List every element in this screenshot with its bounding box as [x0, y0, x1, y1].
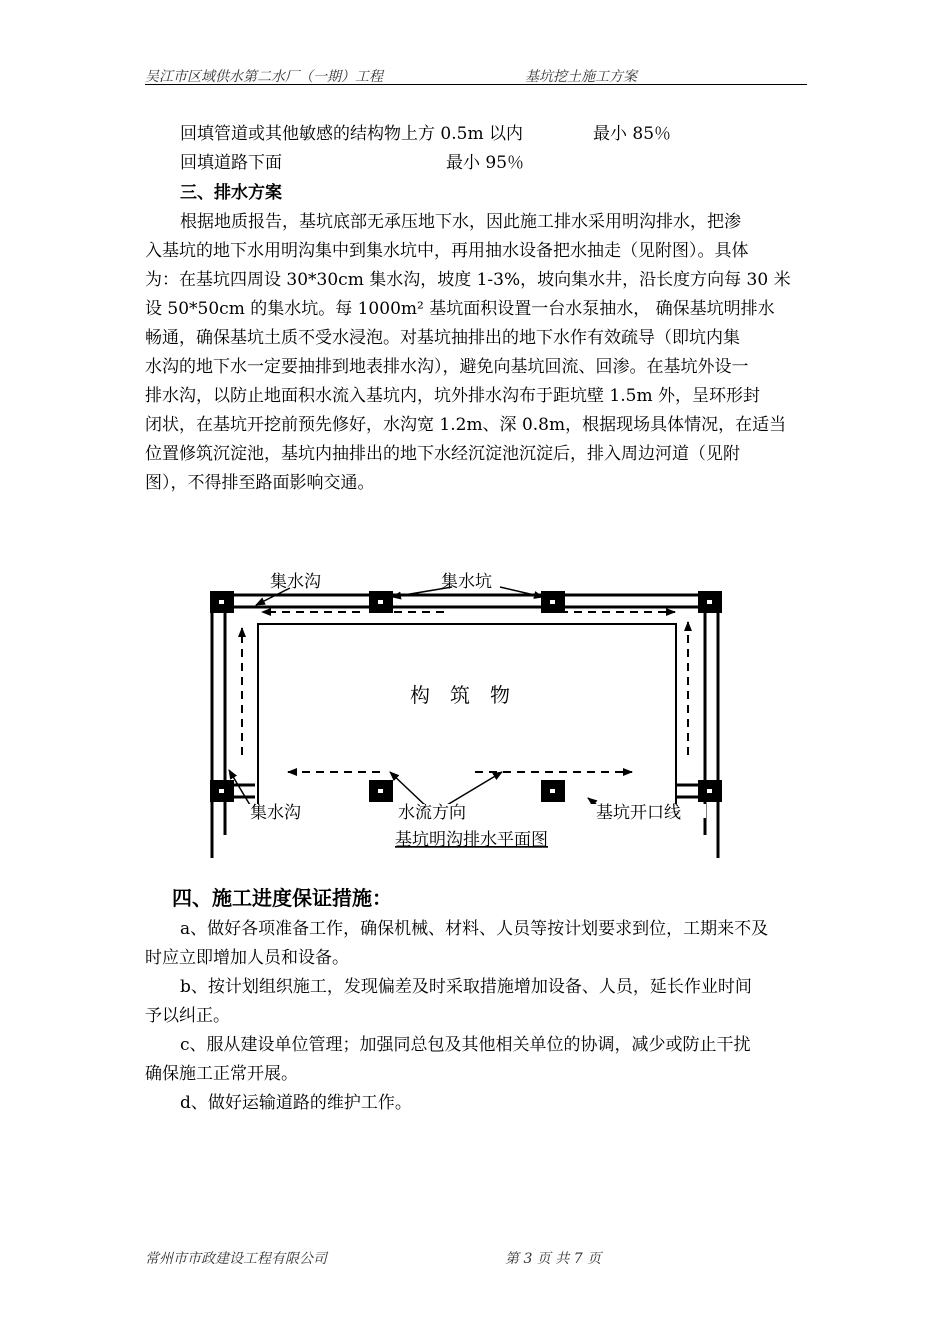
section3-line-7: 排水沟，以防止地面积水流入基坑内，坑外排水沟布于距坑壁 1.5m 外，呈环形封: [145, 386, 760, 406]
label-bottom-ditch: 集水沟: [250, 803, 301, 823]
header-project-title: 吴江市区域供水第二水厂（一期）工程: [145, 69, 383, 85]
section3-line-9: 位置修筑沉淀池，基坑内抽排出的地下水经沉淀池沉淀后，排入周边河道（见附: [145, 444, 740, 464]
section4-line-3: b、按计划组织施工，发现偏差及时采取措施增加设备、人员，延长作业时间: [180, 977, 752, 997]
header-document-title: 基坑挖土施工方案: [525, 69, 637, 85]
footer-page-number: 第 3 页 共 7 页: [505, 1251, 602, 1267]
fill-spec-item-1: 回填管道或其他敏感的结构物上方 0.5m 以内: [180, 124, 523, 144]
fill-spec-item-2: 回填道路下面: [180, 153, 282, 173]
label-sump-pit: 集水坑: [441, 572, 492, 592]
section3-line-1: 根据地质报告，基坑底部无承压地下水，因此施工排水采用明沟排水，把渗: [180, 212, 741, 232]
section3-line-4: 设 50*50cm 的集水坑。每 1000m² 基坑面积设置一台水泵抽水， 确保基坑明排水: [145, 299, 775, 319]
fill-spec-value-2: 最小 95％: [446, 153, 525, 173]
section3-line-3: 为：在基坑四周设 30*30cm 集水沟，坡度 1-3%，坡向集水井，沿长度方向每 30 米: [145, 270, 791, 290]
section3-line-6: 水沟的地下水一定要抽排到地表排水沟），避免向基坑回流、回渗。在基坑外设一: [145, 357, 749, 377]
section4-line-1: a、做好各项准备工作，确保机械、材料、人员等按计划要求到位，工期来不及: [180, 919, 769, 939]
section4-line-7: d、做好运输道路的维护工作。: [180, 1093, 412, 1113]
structure-outline: [258, 624, 676, 814]
section3-title: 三、排水方案: [180, 183, 282, 203]
fill-spec-value-1: 最小 85％: [593, 124, 672, 144]
section4-line-6: 确保施工正常开展。: [145, 1064, 298, 1084]
diagram-caption: 基坑明沟排水平面图: [395, 830, 548, 850]
section3-line-5: 畅通，确保基坑土质不受水浸泡。对基坑抽排出的地下水作有效疏导（即坑内集: [145, 328, 740, 348]
section4-title: 四、施工进度保证措施：: [172, 886, 392, 910]
label-flow-direction: 水流方向: [398, 803, 466, 823]
section4-line-4: 予以纠正。: [145, 1006, 230, 1026]
section4-line-5: c、服从建设单位管理；加强同总包及其他相关单位的协调，减少或防止干扰: [180, 1035, 751, 1055]
section3-line-10: 图），不得排至路面影响交通。: [145, 473, 375, 493]
section4-line-2: 时应立即增加人员和设备。: [145, 948, 349, 968]
label-structure: 构 筑 物: [410, 683, 510, 707]
section3-line-2: 入基坑的地下水用明沟集中到集水坑中，再用抽水设备把水抽走（见附图）。具体: [145, 241, 749, 261]
label-pit-edge: 基坑开口线: [596, 803, 681, 823]
footer-company: 常州市市政建设工程有限公司: [145, 1251, 327, 1267]
section3-line-8: 闭状，在基坑开挖前预先修好，水沟宽 1.2m、深 0.8m，根据现场具体情况，在适当: [145, 415, 787, 435]
label-collection-ditch: 集水沟: [270, 572, 321, 592]
